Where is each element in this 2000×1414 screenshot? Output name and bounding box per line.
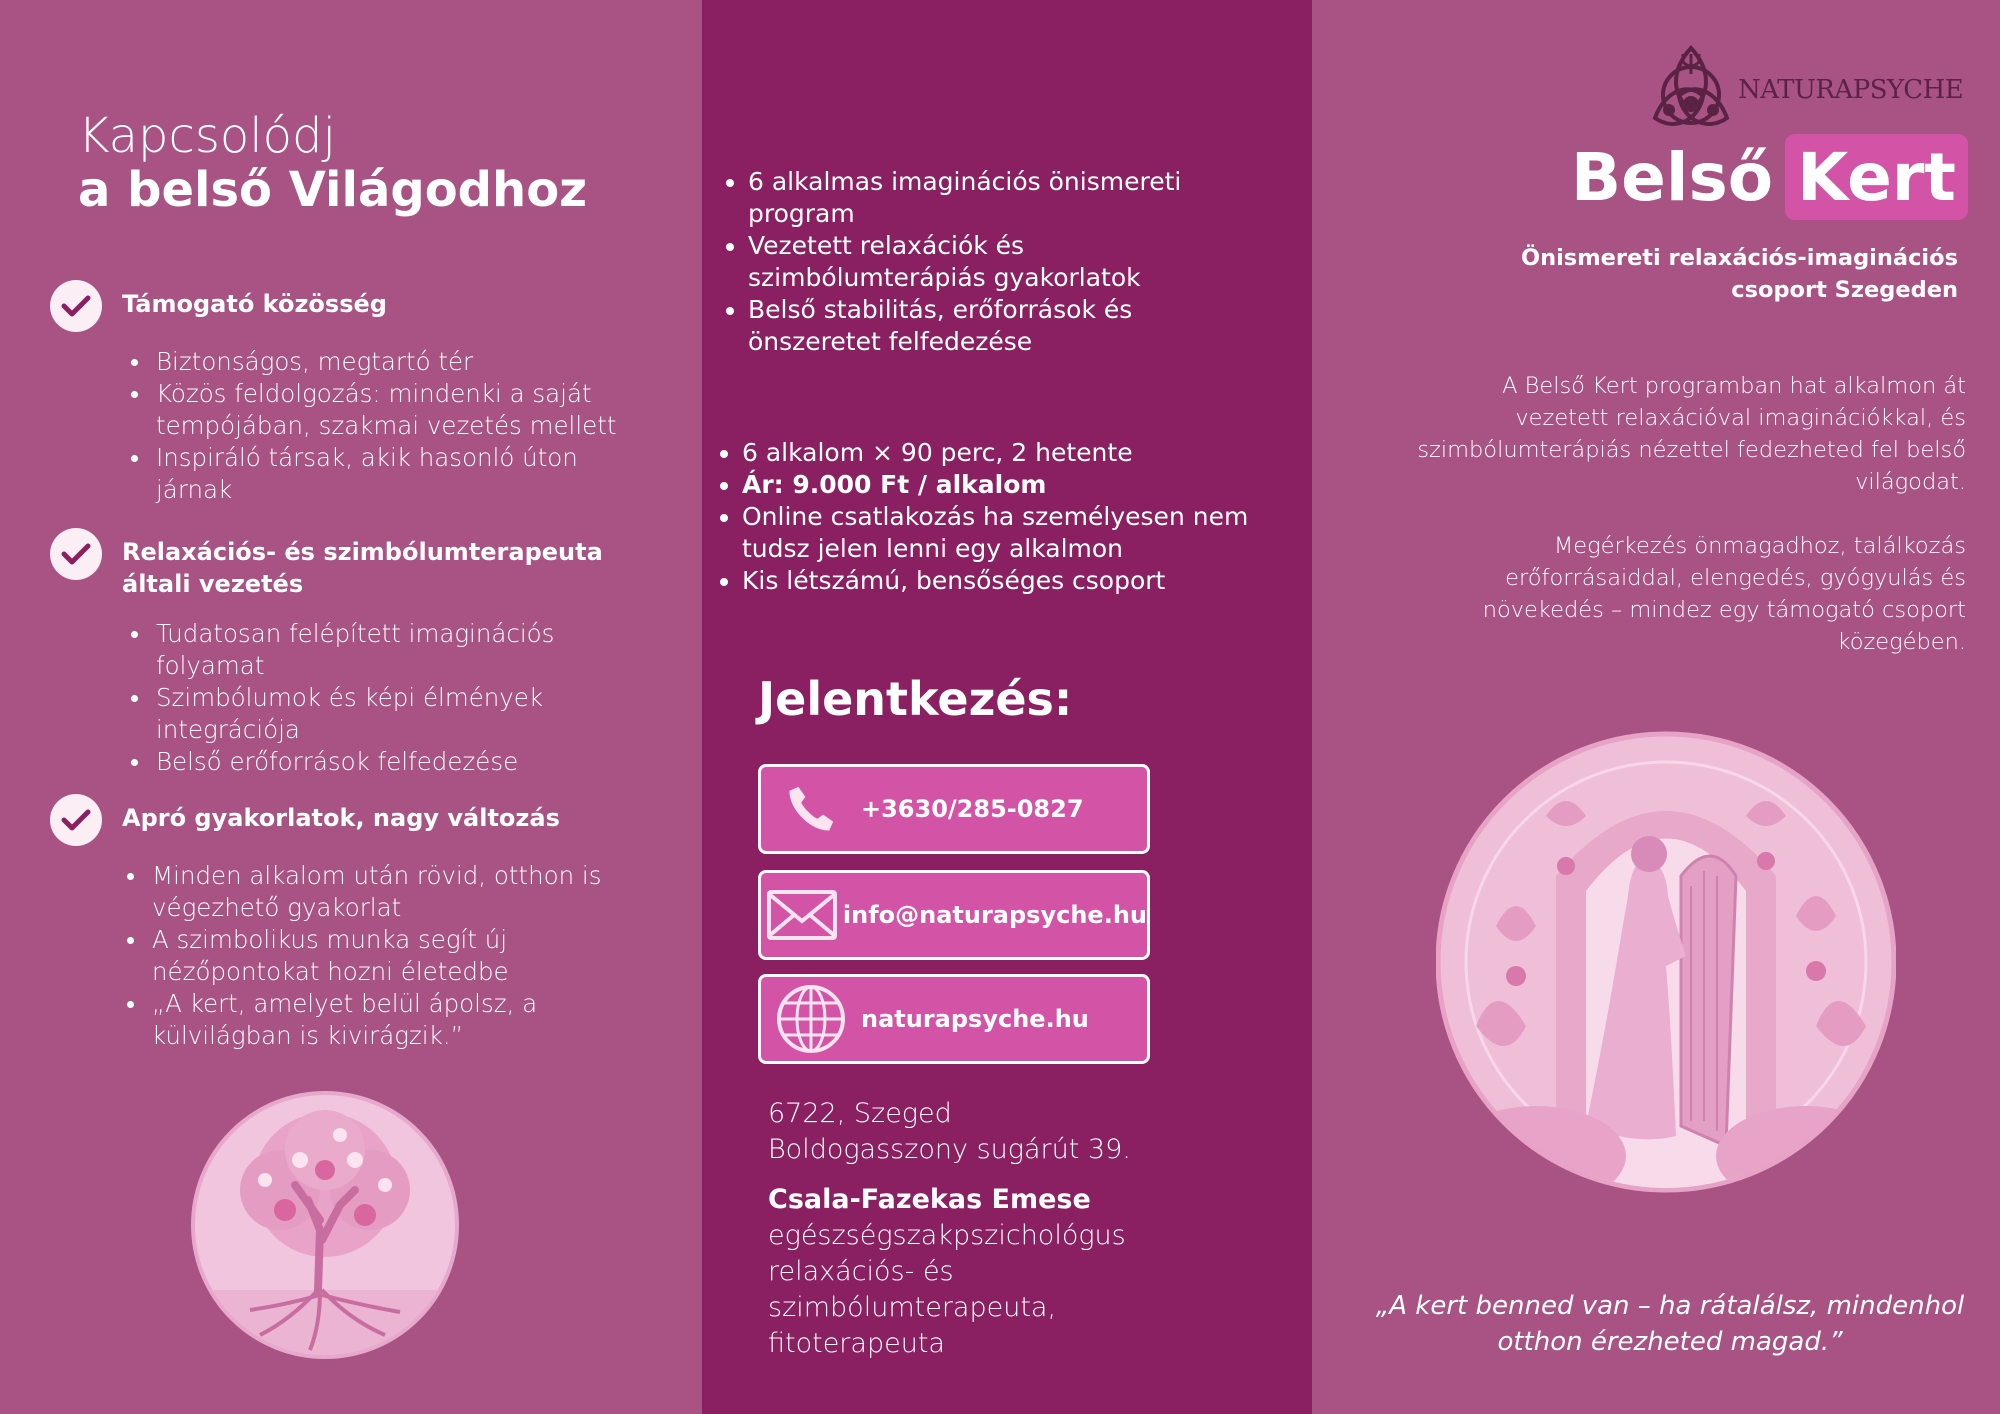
hero-line-1: Kapcsolódj bbox=[78, 108, 336, 164]
list-item: • Online csatlakozás ha személyesen nem tudsz jelen lenni egy alkalmon bbox=[742, 501, 1297, 565]
therapist-name: Csala-Fazekas Emese bbox=[768, 1184, 1091, 1215]
check-icon bbox=[50, 280, 102, 332]
subtitle bbox=[1438, 242, 1958, 306]
garden-door-illustration bbox=[1436, 726, 1896, 1202]
section-guidance bbox=[50, 528, 650, 778]
section-title: Apró gyakorlatok, nagy változás bbox=[122, 804, 560, 832]
list-item: • Belső stabilitás, erőforrások és önszeretet felfedezése bbox=[748, 294, 1208, 358]
intro-paragraph: A Belső Kert programban hat alkalmon át vezetett relaxációval imaginációkkal, és szimbólumterápiás nézettel fedezheted fel belső világodat. bbox=[1417, 373, 1966, 495]
bullet-list bbox=[156, 346, 650, 506]
section-practice bbox=[50, 794, 650, 1052]
email-button[interactable] bbox=[758, 870, 1150, 960]
therapist-info bbox=[768, 1182, 1126, 1362]
list-item: A szimbolikus munka segít új nézőpontokat hozni életedbe bbox=[152, 924, 650, 988]
title-word-1: Belső bbox=[1570, 138, 1774, 216]
address bbox=[768, 1096, 1131, 1168]
section-community bbox=[50, 280, 650, 506]
list-item: Közös feldolgozás: mindenki a saját tempójában, szakmai vezetés mellett bbox=[156, 378, 650, 442]
hero-line-2: a belső Világodhoz bbox=[78, 161, 588, 218]
subtitle-line: Önismereti relaxációs-imaginációs bbox=[1520, 245, 1958, 271]
list-item: • Kis létszámú, bensőséges csoport bbox=[742, 565, 1297, 597]
subtitle-line: csoport Szegeden bbox=[1731, 277, 1958, 303]
website-url: naturapsyche.hu bbox=[861, 1005, 1089, 1033]
email-address: info@naturapsyche.hu bbox=[842, 901, 1147, 929]
bullet-list bbox=[156, 618, 650, 778]
list-item: Belső erőforrások felfedezése bbox=[156, 746, 650, 778]
section-title: Relaxációs- és szimbólumterapeuta általi vezetés bbox=[122, 538, 603, 598]
list-item: „A kert, amelyet belül ápolsz, a külvilágban is kivirágzik.” bbox=[152, 988, 650, 1052]
brand-logo bbox=[1640, 40, 1970, 140]
phone-icon bbox=[761, 781, 861, 837]
brand-name: NATURAPSYCHE bbox=[1738, 75, 1964, 105]
title-word-2: Kert bbox=[1785, 134, 1968, 220]
therapist-role: egészségszakpszichológus bbox=[768, 1220, 1126, 1251]
list-item: Minden alkalom után rövid, otthon is végezhető gyakorlat bbox=[152, 860, 650, 924]
website-button[interactable] bbox=[758, 974, 1150, 1064]
list-item: Biztonságos, megtartó tér bbox=[156, 346, 650, 378]
hero-heading bbox=[78, 110, 587, 218]
list-item: Tudatosan felépített imaginációs folyamat bbox=[156, 618, 650, 682]
therapist-role: fitoterapeuta bbox=[768, 1328, 945, 1359]
therapist-role: szimbólumterapeuta, bbox=[768, 1292, 1057, 1323]
address-line: Boldogasszony sugárút 39. bbox=[768, 1134, 1131, 1165]
program-list bbox=[748, 166, 1208, 358]
phone-button[interactable] bbox=[758, 764, 1150, 854]
list-item: • Vezetett relaxációk és szimbólumterápiás gyakorlatok bbox=[748, 230, 1208, 294]
price-item: • Ár: 9.000 Ft / alkalom bbox=[742, 469, 1297, 501]
globe-icon bbox=[761, 983, 861, 1055]
closing-quote: „A kert benned van – ha rátalálsz, mindenhol otthon érezheted magad.” bbox=[1375, 1291, 1965, 1357]
tree-of-life-illustration bbox=[190, 1090, 460, 1360]
list-item: • 6 alkalom × 90 perc, 2 hetente bbox=[742, 437, 1297, 469]
list-item: Inspiráló társak, akik hasonló úton járnak bbox=[156, 442, 650, 506]
address-line: 6722, Szeged bbox=[768, 1098, 952, 1129]
bullet-list bbox=[152, 860, 650, 1052]
list-item: • 6 alkalmas imaginációs önismereti program bbox=[748, 166, 1208, 230]
list-item: Szimbólumok és képi élmények integrációja bbox=[156, 682, 650, 746]
check-icon bbox=[50, 794, 102, 846]
envelope-icon bbox=[761, 889, 843, 941]
triquetra-psi-icon bbox=[1640, 40, 1742, 140]
intro-paragraph: Megérkezés önmagadhoz, találkozás erőforrásaiddal, elengedés, gyógyulás és növekedés – mindez egy támogató csoport közegében. bbox=[1482, 533, 1966, 655]
main-title bbox=[1571, 134, 1968, 220]
section-title: Támogató közösség bbox=[122, 290, 387, 318]
apply-heading: Jelentkezés: bbox=[758, 672, 1073, 726]
therapist-role: relaxációs- és bbox=[768, 1256, 954, 1287]
check-icon bbox=[50, 528, 102, 580]
details-list bbox=[742, 437, 1297, 597]
phone-number: +3630/285-0827 bbox=[861, 795, 1084, 823]
